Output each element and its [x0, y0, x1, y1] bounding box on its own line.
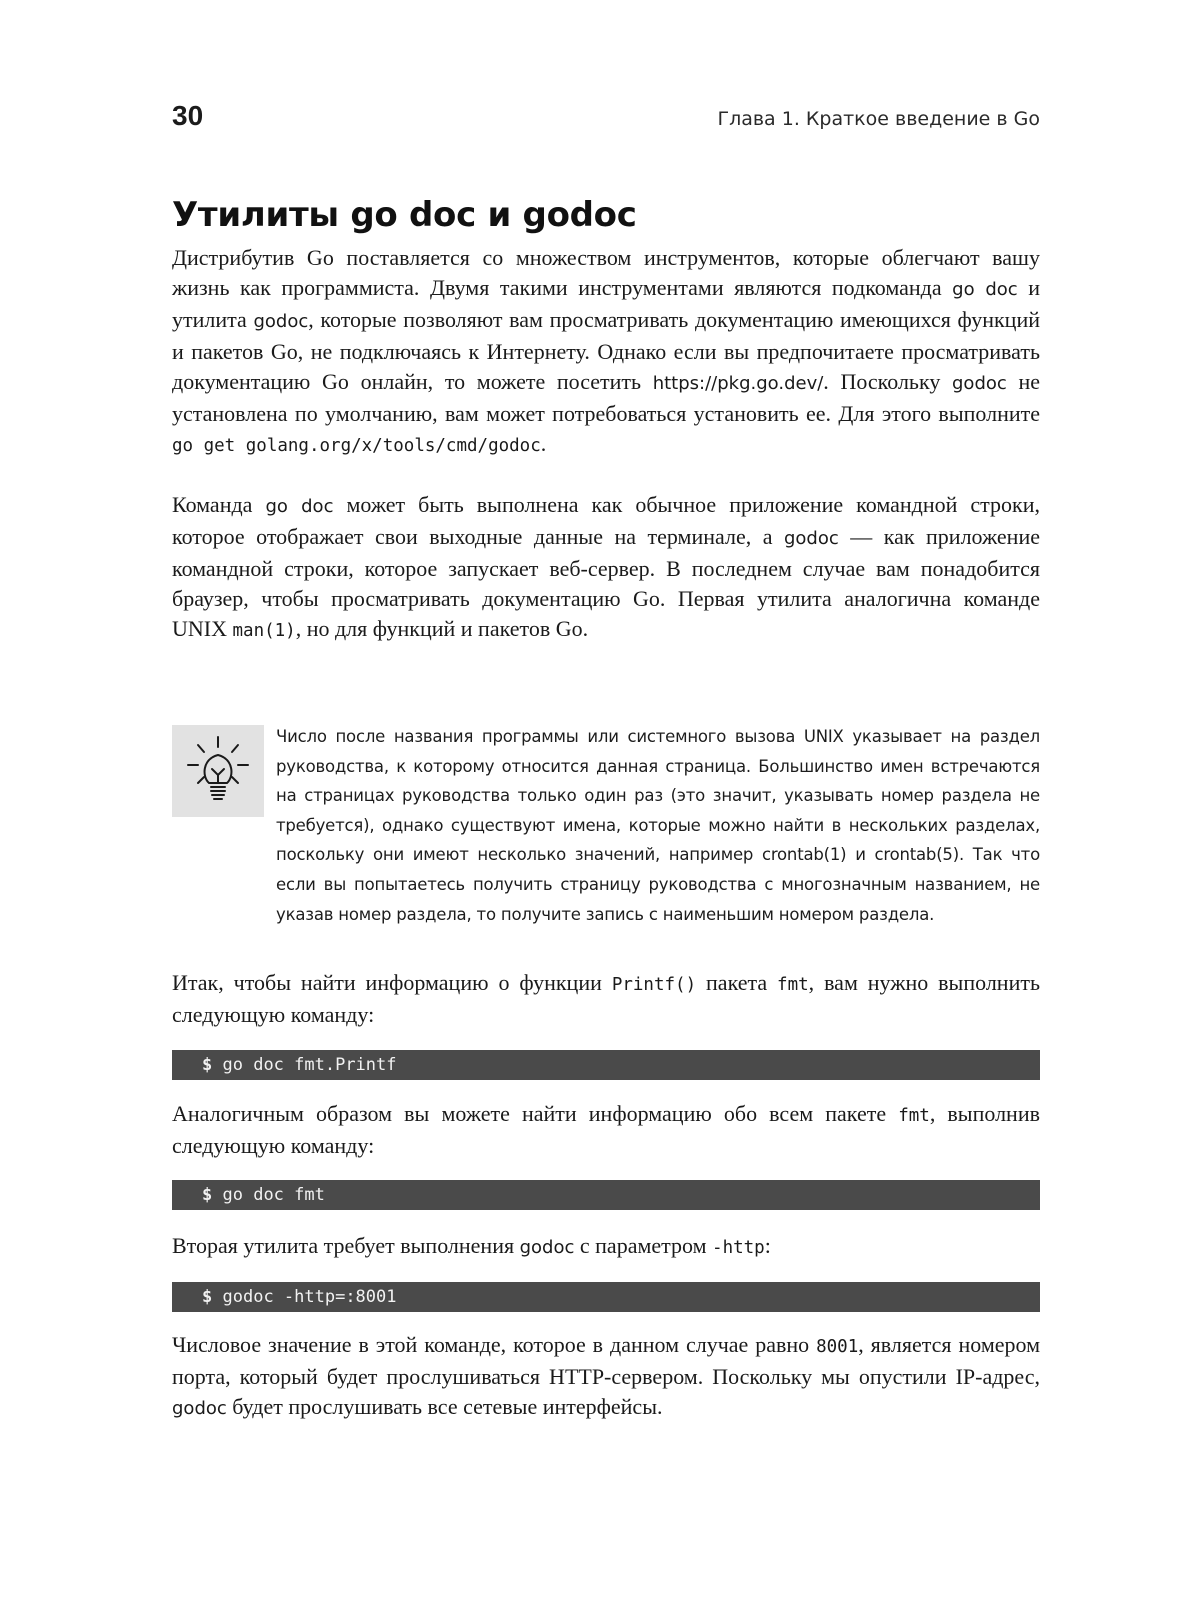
section-title: Утилиты go doc и godoc — [172, 195, 637, 235]
inline-code: godoc — [253, 311, 309, 332]
inline-code: fmt — [777, 975, 809, 995]
page-number: 30 — [172, 100, 204, 131]
code-block-godoc: $ godoc -http=:8001 — [172, 1282, 1040, 1312]
code-block-fmt: $ go doc fmt — [172, 1180, 1040, 1210]
code-block-printf: $ go doc fmt.Printf — [172, 1050, 1040, 1080]
paragraph-godoc-http: Вторая утилита требует выполнения godoc с параметром -http: — [172, 1233, 771, 1258]
inline-code: godoc — [783, 528, 839, 549]
inline-code: man(1) — [232, 621, 296, 641]
paragraph-fmt: Аналогичным образом вы можете найти информацию обо всем пакете fmt, выполнив следующую команду: — [172, 1101, 1040, 1158]
inline-code: godoc — [172, 1398, 227, 1419]
inline-code: fmt — [898, 1106, 930, 1126]
inline-code: go doc — [265, 496, 334, 517]
note-text: Число после названия программы или системного вызова UNIX указывает на раздел руководства, к которому относится данная страница. Большинство имен встречаются на страницах руководства только один раз (это значит, указывать номер раздела не требуется), однако существуют имена, которые можно найти в нескольких разделах, поскольку они имеют несколько значений, например crontab(1) и crontab(5). Так что если вы попытаетесь получить страницу руководства с многозначным названием, не указав номер раздела, то получите запись с наименьшим номером раздела. — [276, 727, 1040, 924]
paragraph-port: Числовое значение в этой команде, которое в данном случае равно 8001, является номером порта, который будет прослушиваться HTTP-сервером. Поскольку мы опустили IP-адрес, godoc будет прослушивать все сетевые интерфейсы. — [172, 1332, 1041, 1419]
inline-code: 8001 — [816, 1337, 859, 1357]
inline-code: -http — [712, 1238, 765, 1258]
inline-code: godoc — [519, 1237, 575, 1258]
lightbulb-icon — [172, 725, 264, 817]
paragraph-go-doc: Команда go doc может быть выполнена как обычное приложение командной строки, которое отображает свои выходные данные на терминале, а godoc — как приложение командной строки, которое запускает веб-сервер. В последнем случае вам понадобится браузер, чтобы просматривать документацию Go. Первая утилита аналогична команде UNIX man(1), но для функций и пакетов Go. — [172, 492, 1041, 641]
running-head: Глава 1. Краткое введение в Go — [717, 108, 1040, 130]
pkg-go-dev-link[interactable]: https://pkg.go.dev/ — [652, 373, 824, 394]
inline-code: godoc — [952, 373, 1007, 394]
paragraph-printf: Итак, чтобы найти информацию о функции Printf() пакета fmt, вам нужно выполнить следующую команду: — [172, 970, 1040, 1027]
page-header — [172, 100, 1040, 140]
inline-code: go get golang.org/x/tools/cmd/godoc — [172, 436, 541, 456]
paragraph-intro: Дистрибутив Go поставляется со множеством инструментов, которые облегчают вашу жизнь как программиста. Двумя такими инструментами являются подкоманда go doc и утилита godoc, которые позволяют вам просматривать документацию имеющихся функций и пакетов Go, не подключаясь к Интернету. Однако если вы предпочитаете просматривать документацию Go онлайн, то можете посетить https://pkg.go.dev/. Поскольку godoc не установлена по умолчанию, вам может потребоваться установить ее. Для этого выполните go get golang.org/x/tools/cmd/godoc. — [172, 245, 1041, 456]
inline-code: Printf() — [611, 975, 697, 995]
inline-code: go doc — [952, 279, 1018, 300]
